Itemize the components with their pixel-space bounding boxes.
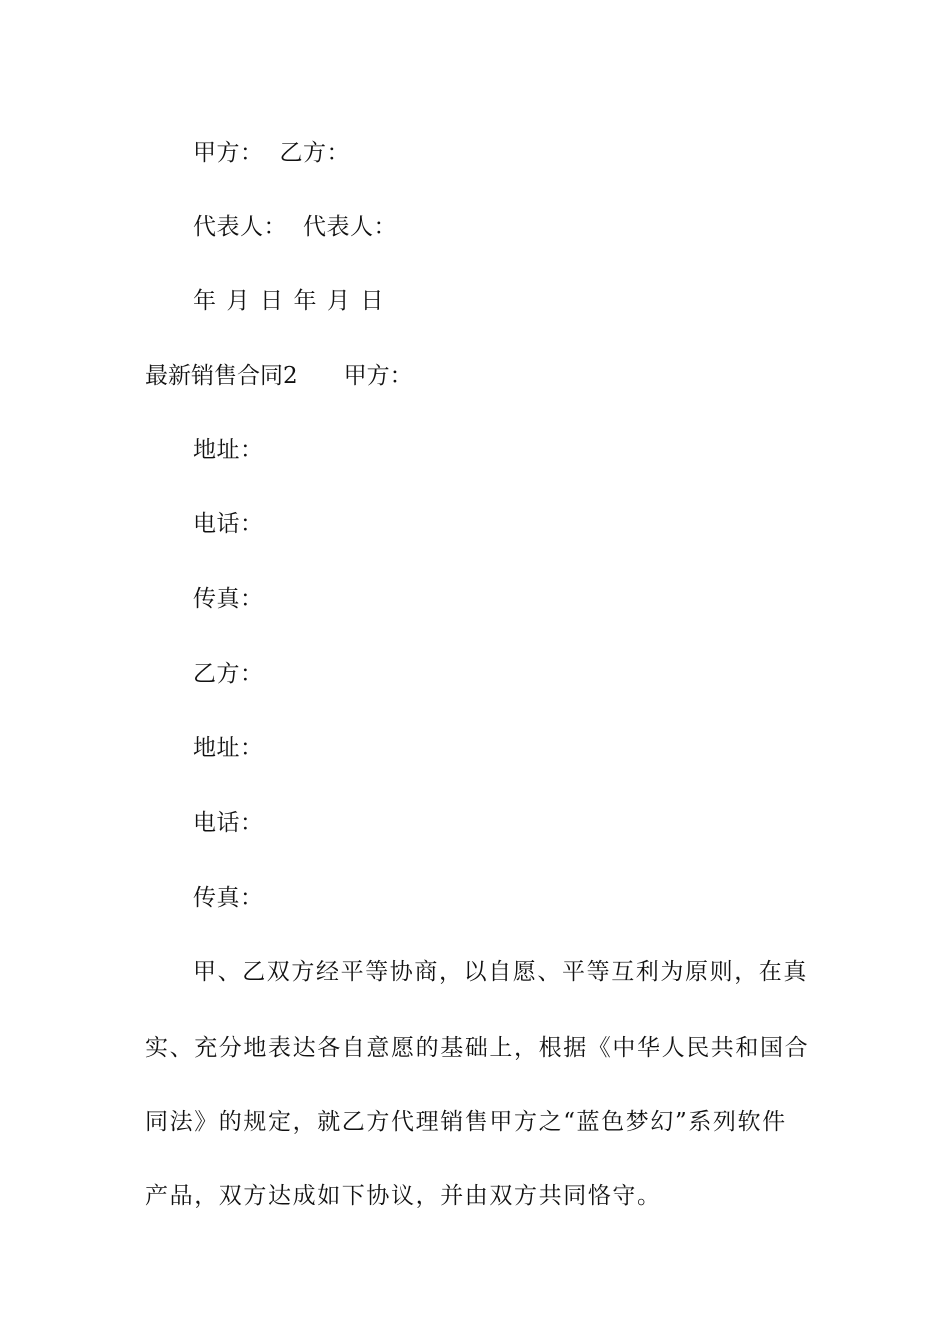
party-b-address-label: 地址： [193,735,264,761]
signature-parties-row [193,139,350,167]
party-b-fax-label: 传真： [193,885,264,911]
party-b-phone-label: 电话： [193,810,264,836]
representative-b-label: 代表人： [303,214,397,240]
contract2-party-a-label: 甲方： [343,363,413,389]
party-a-phone-label: 电话： [193,511,264,537]
representative-a-label: 代表人： [193,214,287,240]
party-b-label: 乙方： [279,140,350,166]
date-a-month: 月 [226,288,250,314]
date-b-day: 日 [360,288,384,314]
date-a-day: 日 [260,288,284,314]
party-a-address-label: 地址： [193,437,264,463]
party-a-fax-label: 传真： [193,586,264,612]
signature-representatives-row [193,213,397,241]
preamble-line-4: 产品，双方达成如下协议，并由双方共同恪守。 [145,1183,662,1209]
date-a-year: 年 [193,288,217,314]
preamble-line-1: 甲、乙双方经平等协商，以自愿、平等互利为原则，在真 [193,959,808,985]
date-b-year: 年 [293,288,317,314]
contract2-party-b-label: 乙方： [193,661,264,687]
party-a-label: 甲方： [193,140,264,166]
contract2-heading-row [145,362,413,390]
signature-dates-row [193,287,384,315]
preamble-line-3: 同法》的规定，就乙方代理销售甲方之“蓝色梦幻”系列软件 [145,1109,787,1135]
preamble-line-2: 实、充分地表达各自意愿的基础上，根据《中华人民共和国合 [145,1035,810,1061]
contract2-heading: 最新销售合同2 [145,363,298,389]
date-b-month: 月 [327,288,351,314]
